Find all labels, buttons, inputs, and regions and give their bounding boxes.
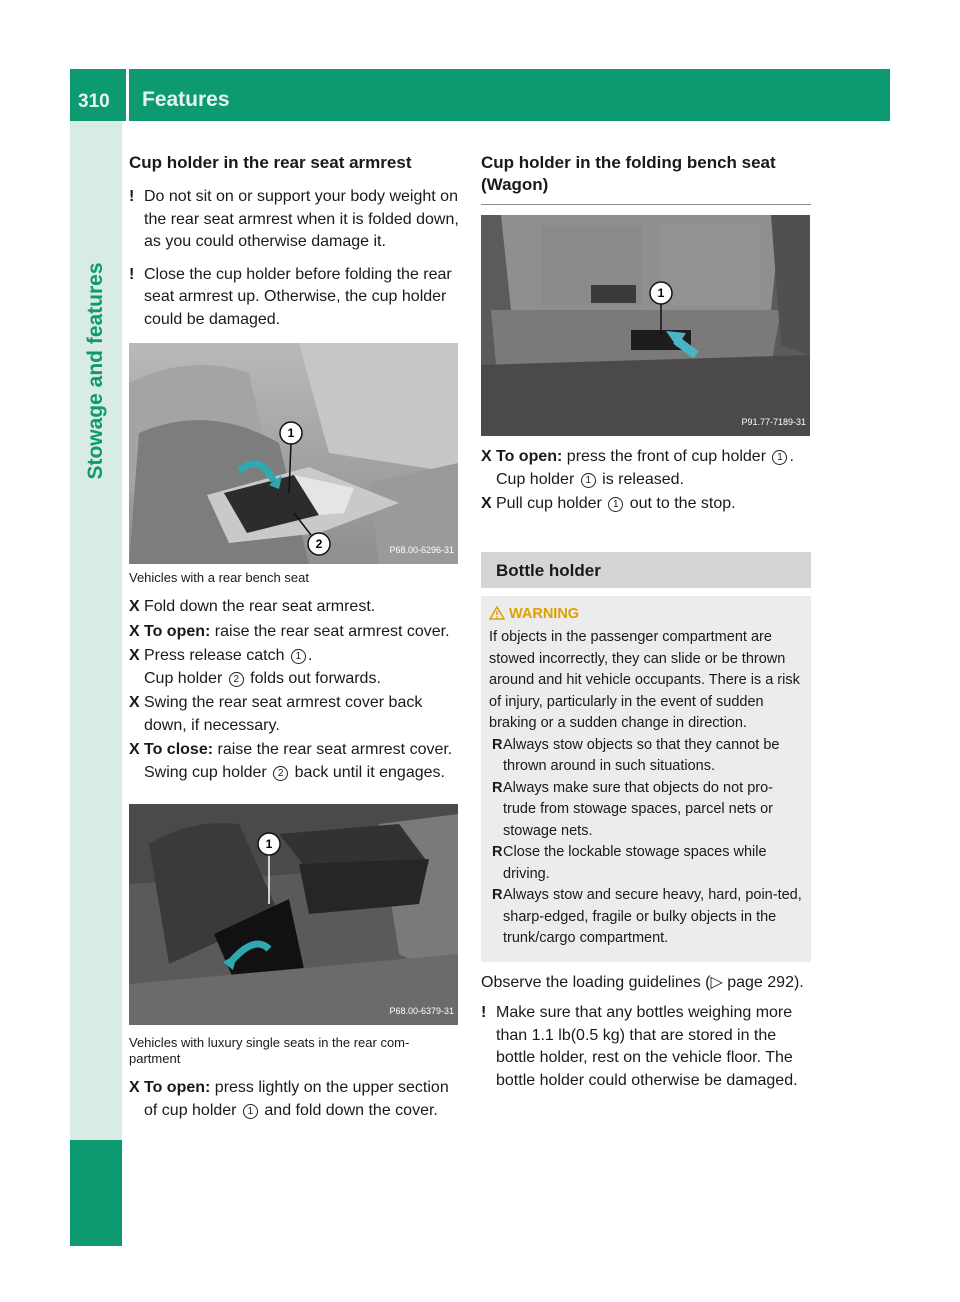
step-to-open: X To open: raise the rear seat armrest cover. [129,622,450,640]
step-wagon-pull: X Pull cup holder 1 out to the stop. [481,495,736,512]
marker-1: 1 [581,473,596,488]
warning-note-bottles [481,1002,811,1092]
warning-bullet: R Always make sure that objects do not pro-trude from stowage spaces, parcel nets or stowage nets. [492,779,773,839]
wagon-photo [481,215,810,436]
warning-title: WARNING [509,605,580,622]
header-divider [126,69,129,121]
marker-2: 2 [229,672,244,687]
caption-2: Vehicles with luxury single seats in the rear com-partment [129,1035,410,1066]
warning-bullet: R Always stow objects so that they cannot be thrown around in such situations. [492,736,780,774]
marker-1: 1 [608,497,623,512]
right-heading-wrap [481,152,811,205]
section-title: Features [142,88,230,111]
sidebar-label: Stowage and features [84,262,107,480]
step-wagon-open: X To open: press the front of cup holder 1 . Cup holder 1 is released. [481,448,794,488]
warning-text-bottles: Make sure that any bottles weighing more than 1.1 lb(0.5 kg) that are stored in the bottle holder, rest on the vehicle floor. The bottle holder could otherwise be damaged. [496,1004,798,1089]
image-code: P68.00-6379-31 [389,1005,454,1016]
warning-bullet: R Close the lockable stowage spaces while driving. [492,844,767,882]
marker-2: 2 [273,766,288,781]
page-number: 310 [78,91,110,112]
warning-text: If objects in the passenger compartment are stowed incorrectly, they can slide or be thrown around and hit vehicle occupants. There is a risk of injury, particularly in the event of sudden braking or a sudden change in direction. [489,629,800,731]
svg-text:1: 1 [287,426,295,440]
warning-icon: ! [481,1004,487,1021]
warning-box [481,596,811,962]
right-column [481,152,811,1102]
warning-header [489,604,803,626]
step-swing-back: X Swing the rear seat armrest cover back down, if necessary. [129,694,423,734]
wagon-steps [481,446,811,516]
right-heading: Cup holder in the folding bench seat (Wagon) [481,153,776,194]
bottle-holder-heading-bar [481,552,811,588]
marker-1: 1 [291,649,306,664]
svg-text:1: 1 [657,286,665,300]
caption-1: Vehicles with a rear bench seat [129,570,309,585]
warning-note-2 [129,264,459,332]
step-release-catch: X Press release catch 1 . Cup holder 2 folds out forwards. [129,647,381,687]
image-code: P91.77-7189-31 [741,416,806,427]
step-to-close: X To close: raise the rear seat armrest cover. Swing cup holder 2 back until it engages. [129,741,453,781]
image-code: P68.00-6296-31 [389,544,454,555]
svg-text:2: 2 [315,537,323,551]
marker-1: 1 [243,1104,258,1119]
armrest-photo [129,343,458,564]
marker-1: 1 [772,450,787,465]
warning-icon: ! [129,188,135,205]
warning-bullet: R Always stow and secure heavy, hard, poin-ted, sharp-edged, fragile or bulky objects in the trunk/cargo compartment. [492,887,802,946]
warning-note-1 [129,186,459,254]
step-luxury-open: X To open: press lightly on the upper section of cup holder 1 and fold down the cover. [129,1079,449,1119]
warning-triangle-icon [489,606,505,620]
sidebar-tab [70,1140,122,1246]
left-column [129,152,459,1124]
luxury-seat-photo [129,804,458,1025]
sidebar-label-wrap [70,121,122,621]
loading-guidelines-text: Observe the loading guidelines (▷ page 292). [481,973,804,991]
step-fold-down: X Fold down the rear seat armrest. [129,598,376,615]
svg-text:1: 1 [265,837,273,851]
warning-text-2: Close the cup holder before folding the rear seat armrest up. Otherwise, the cup holder could be damaged. [144,265,452,328]
warning-icon: ! [129,265,135,283]
left-heading: Cup holder in the rear seat armrest [129,153,412,172]
warning-text-1: Do not sit on or support your body weight on the rear seat armrest when it is folded down, as you could otherwise damage it. [144,188,459,250]
bottle-holder-heading: Bottle holder [496,560,601,580]
